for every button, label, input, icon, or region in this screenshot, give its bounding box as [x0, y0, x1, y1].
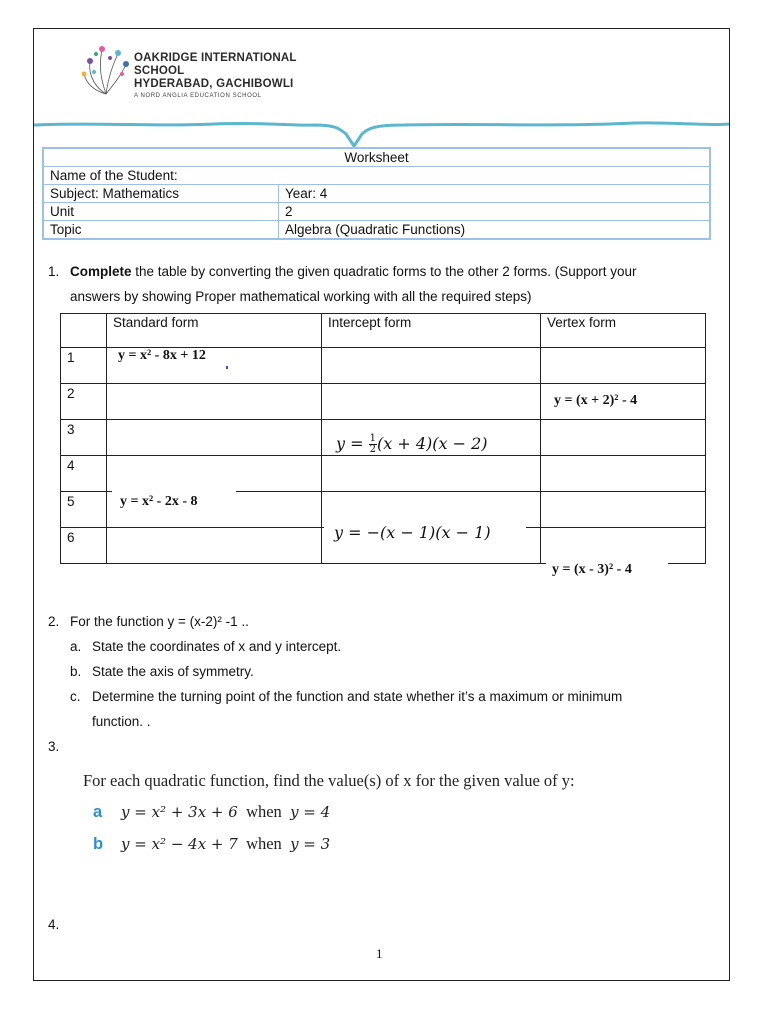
question-1 — [48, 259, 728, 309]
q2-part-c: c. Determine the turning point of the function and state whether it’s a maximum or minimum function. . — [70, 689, 623, 729]
q3-part-a: a y = x² + 3x + 6 when y = 4 — [93, 802, 331, 821]
worksheet-title: Worksheet — [43, 148, 710, 167]
student-name-label: Name of the Student: — [43, 167, 710, 185]
q1-bold-word: Complete — [70, 264, 132, 279]
q2-part-b: b. State the axis of symmetry. — [70, 664, 254, 679]
standard-cell[interactable] — [107, 384, 322, 420]
school-name-line1: OAKRIDGE INTERNATIONAL SCHOOL — [134, 52, 297, 77]
eq3-denominator: 2 — [369, 444, 376, 455]
equation-standard-4: y = x² - 2x - 8 — [112, 490, 236, 514]
row-number: 3 — [61, 420, 107, 456]
equation-intercept-5: y = −(x − 1)(x − 1) — [324, 520, 526, 545]
intercept-cell[interactable] — [322, 384, 541, 420]
eq3-rhs: (x + 4)(x − 2) — [377, 434, 488, 453]
question-3-image — [83, 765, 575, 860]
q3-part-b: b y = x² − 4x + 7 when y = 3 — [93, 834, 331, 853]
header-vertex-form: Vertex form — [541, 314, 706, 348]
q2-text: For the function y = (x-2)² -1 .. — [70, 614, 249, 629]
school-tagline: A NORD ANGLIA EDUCATION SCHOOL — [134, 93, 262, 99]
q1-number: 1. — [48, 264, 60, 279]
standard-cell[interactable] — [107, 420, 322, 456]
q1-text-line2: answers by showing Proper mathematical working with all the required steps) — [70, 289, 532, 304]
q2-number: 2. — [48, 614, 60, 629]
intercept-cell[interactable] — [322, 456, 541, 492]
question-4-number: 4. — [48, 917, 60, 932]
intercept-cell[interactable] — [322, 348, 541, 384]
vertex-cell[interactable] — [541, 492, 706, 528]
equation-vertex-2: y = (x + 2)² - 4 — [548, 388, 670, 414]
topic-label: Topic — [43, 221, 279, 240]
header-intercept-form: Intercept form — [322, 314, 541, 348]
header-wave-divider — [34, 114, 729, 150]
logo-emblem-icon — [82, 44, 132, 98]
school-name-line2: HYDERABAD, GACHIBOWLI — [134, 78, 294, 90]
unit-value: 2 — [279, 203, 711, 221]
q1-text-line1: the table by converting the given quadratic forms to the other 2 forms. (Support your — [131, 264, 637, 279]
header-standard-form: Standard form — [107, 314, 322, 348]
row-number: 4 — [61, 456, 107, 492]
standard-cell[interactable] — [107, 528, 322, 564]
unit-label: Unit — [43, 203, 279, 221]
topic-value: Algebra (Quadratic Functions) — [279, 221, 711, 240]
page-number: 1 — [376, 946, 383, 961]
eq3-lhs: y = — [336, 434, 364, 453]
row-number: 2 — [61, 384, 107, 420]
vertex-cell[interactable] — [541, 456, 706, 492]
subject-cell: Subject: Mathematics — [43, 185, 279, 203]
q2-part-a: a. State the coordinates of x and y intercept. — [70, 639, 342, 654]
standard-cell[interactable] — [107, 456, 322, 492]
year-cell: Year: 4 — [279, 185, 711, 203]
stray-mark — [226, 366, 228, 369]
vertex-cell[interactable] — [541, 420, 706, 456]
row-number: 5 — [61, 492, 107, 528]
question-3-number: 3. — [48, 739, 60, 754]
equation-intercept-3 — [336, 434, 488, 455]
q3-instruction: For each quadratic function, find the value(s) of x for the given value of y: — [83, 771, 575, 790]
school-logo — [82, 44, 342, 98]
eq3-fraction — [369, 434, 377, 455]
equation-vertex-6: y = (x - 3)² - 4 — [546, 557, 668, 583]
row-number: 6 — [61, 528, 107, 564]
row-number: 1 — [61, 348, 107, 384]
eq3-numerator: 1 — [369, 433, 376, 444]
worksheet-info-table — [42, 147, 711, 240]
equation-standard-1: y = x² - 8x + 12 — [118, 348, 210, 364]
question-2 — [48, 609, 249, 634]
vertex-cell[interactable] — [541, 348, 706, 384]
